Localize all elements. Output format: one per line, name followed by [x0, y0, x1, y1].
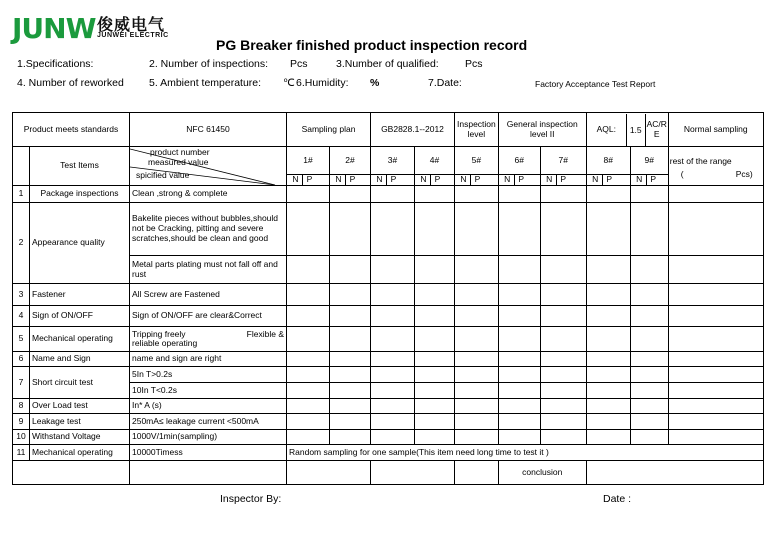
test-item: Withstand Voltage	[30, 430, 130, 445]
p-flag: P	[606, 174, 613, 185]
test-spec: 10000Timess	[130, 445, 287, 461]
inspection-table	[12, 112, 764, 485]
aql-value: 1.5	[626, 114, 645, 146]
row-number: 9	[13, 414, 30, 430]
celsius-unit: ℃	[283, 77, 295, 89]
p-flag: P	[560, 174, 567, 185]
conclusion-label: conclusion	[498, 461, 586, 485]
product-number-label: product number	[150, 147, 210, 157]
test-spec: All Screw are Fastened	[130, 284, 287, 306]
sample-5-header: 5#	[455, 147, 499, 175]
rest-of-range-label: rest of the range	[669, 156, 732, 167]
inspector-label: Inspector By:	[220, 493, 282, 505]
n-flag: N	[589, 175, 603, 185]
gb-standard: GB2828.1--2012	[371, 113, 455, 147]
test-item: Name and Sign	[30, 352, 130, 367]
specified-value-label: spicified value	[136, 170, 190, 180]
n-flag: N	[633, 175, 647, 185]
test-item: Package inspections	[30, 186, 130, 203]
test-item: Leakage test	[30, 414, 130, 430]
brand-logo-english: JUNWEI ELECTRIC	[97, 32, 169, 39]
reworked-label: 4. Number of reworked	[17, 77, 124, 89]
row-number: 2	[13, 203, 30, 284]
p-flag: P	[349, 174, 356, 185]
standard-value: NFC 61450	[130, 113, 287, 147]
random-sampling-note: Random sampling for one sample(This item need long time to test it )	[287, 445, 764, 461]
row-number: 7	[13, 367, 30, 399]
p-flag: P	[390, 174, 397, 185]
n-flag: N	[543, 175, 557, 185]
acre-label: AC/RE	[645, 114, 668, 146]
standards-label: Product meets standards	[13, 113, 130, 147]
inspections-label: 2. Number of inspections:	[149, 58, 269, 70]
general-level-value: General inspection level II	[498, 113, 586, 147]
sample-7-header: 7#	[540, 147, 586, 175]
sampling-plan-label: Sampling plan	[287, 113, 371, 147]
sample-9-header: 9#	[630, 147, 668, 175]
sample-4-header: 4#	[415, 147, 455, 175]
sample-1-header: 1#	[287, 147, 330, 175]
n-flag: N	[332, 175, 346, 185]
sample-8-header: 8#	[586, 147, 630, 175]
row-number: 11	[13, 445, 30, 461]
sample-6-header: 6#	[498, 147, 540, 175]
sample-3-header: 3#	[371, 147, 415, 175]
ambient-label: 5. Ambient temperature:	[149, 77, 262, 89]
test-spec: name and sign are right	[130, 352, 287, 367]
test-spec: In* A (s)	[130, 399, 287, 414]
p-flag: P	[650, 174, 657, 185]
p-flag: P	[474, 174, 481, 185]
row-number: 6	[13, 352, 30, 367]
n-flag: N	[373, 175, 387, 185]
row-number: 1	[13, 186, 30, 203]
row-number: 4	[13, 306, 30, 327]
test-item: Short circuit test	[30, 367, 130, 399]
test-spec: Tripping freely	[132, 328, 186, 339]
qualified-label: 3.Number of qualified:	[336, 58, 439, 70]
test-spec-secondary: 10In T<0.2s	[130, 383, 287, 399]
test-item: Sign of ON/OFF	[30, 306, 130, 327]
pcs-open-paren: (	[680, 169, 684, 180]
test-items-header: Test Items	[30, 147, 130, 186]
row-number: 3	[13, 284, 30, 306]
qualified-unit: Pcs	[465, 58, 483, 70]
row-number: 5	[13, 327, 30, 352]
test-spec: 1000V/1min(sampling)	[130, 430, 287, 445]
inspections-unit: Pcs	[290, 58, 308, 70]
aql-label: AQL:	[596, 123, 616, 134]
row-number: 8	[13, 399, 30, 414]
test-item: Mechanical operating	[30, 445, 130, 461]
p-flag: P	[434, 174, 441, 185]
normal-sampling-label: Normal sampling	[668, 113, 763, 147]
test-spec-b: Flexible &	[246, 328, 284, 339]
n-flag: N	[417, 175, 431, 185]
test-spec: Clean ,strong & complete	[130, 186, 287, 203]
pcs-close-label: Pcs)	[735, 169, 753, 180]
p-flag: P	[306, 174, 313, 185]
humidity-unit: %	[370, 77, 380, 89]
report-type: Factory Acceptance Test Report	[535, 79, 656, 89]
measured-value-label: measured value	[148, 157, 209, 167]
test-item: Appearance quality	[30, 203, 130, 284]
humidity-label: 6.Humidity:	[296, 77, 349, 89]
date-label: 7.Date:	[428, 77, 462, 89]
test-item: Mechanical operating	[30, 327, 130, 352]
document-title: PG Breaker finished product inspection record	[216, 37, 528, 53]
test-spec-c: reliable operating	[132, 338, 198, 348]
test-item: Fastener	[30, 284, 130, 306]
test-spec: Sign of ON/OFF are clear&Correct	[130, 306, 287, 327]
inspection-level-label: Inspection level	[455, 113, 499, 147]
brand-logo-chinese: 俊威电气	[97, 15, 166, 34]
p-flag: P	[518, 174, 525, 185]
n-flag: N	[457, 175, 471, 185]
test-spec: 5In T>0.2s	[130, 367, 287, 383]
brand-logo-mark: JUNW	[12, 12, 96, 45]
specifications-label: 1.Specifications:	[17, 58, 94, 70]
test-item: Over Load test	[30, 399, 130, 414]
test-spec: 250mA≤ leakage current <500mA	[130, 414, 287, 430]
sample-2-header: 2#	[330, 147, 371, 175]
test-spec-secondary: Metal parts plating must not fall off and rust	[130, 256, 287, 284]
footer-date-label: Date :	[603, 493, 632, 505]
test-spec: Bakelite pieces without bubbles,should not be Cracking, pitting and severe scratches,should be clean and good	[130, 203, 287, 256]
n-flag: N	[501, 175, 515, 185]
row-number: 10	[13, 430, 30, 445]
n-flag: N	[289, 175, 303, 185]
